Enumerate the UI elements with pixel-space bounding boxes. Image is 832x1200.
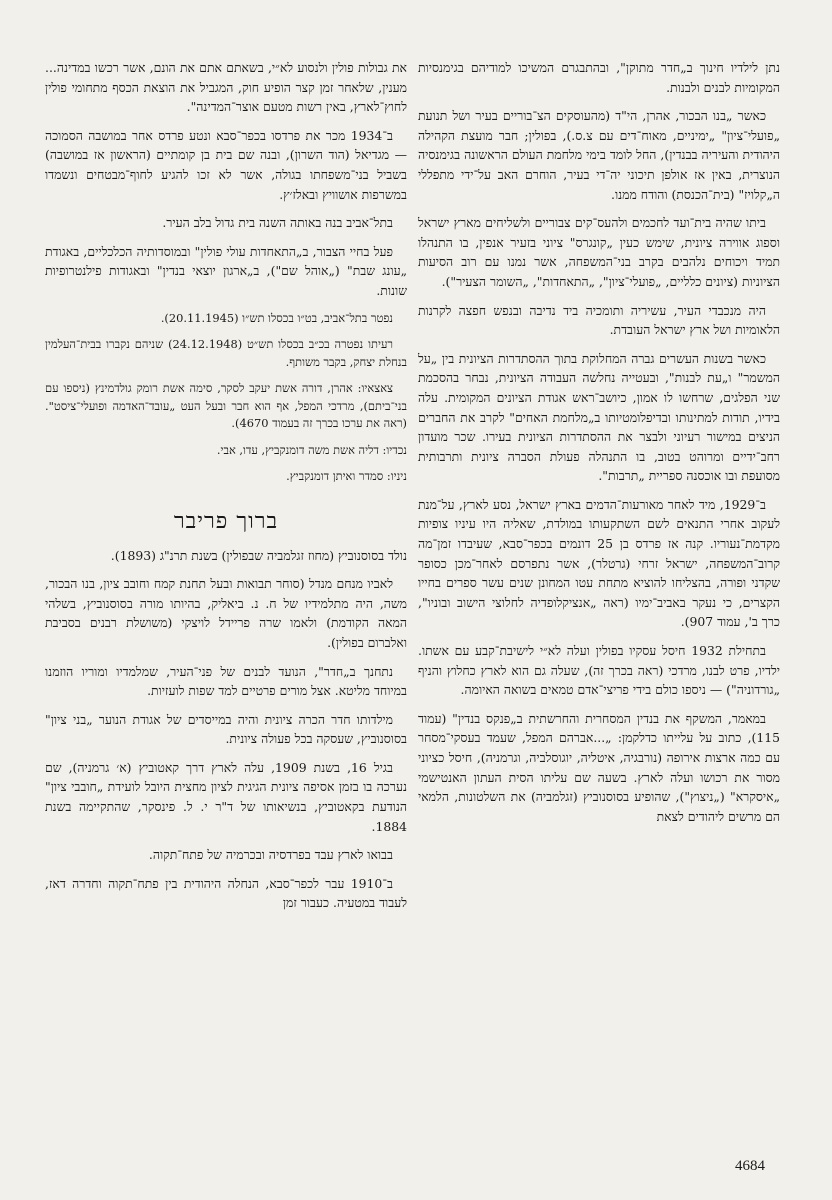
paragraph: בגיל 16, בשנת 1909, עלה לארץ דרך קאטוביץ (א׳ גרמניה), שם נערכה בו בזמן אסיפה ציונית הגיגית לציון מחצית היובל לועידת „חובבי ציון" הנודעת בקאטוביץ, בנשיאותו של ד"ר י. ל. פינסקר, שהתקיימה בשנת 1884. xyxy=(45,759,407,834)
paragraph: כאשר „בנו הבכור, אהרן, הי"ד (מהעוסקים הצ־בוריים בעיר ושל תנועת „פועלי־ציון" „ימיניים, מאוח־דים עם צ.ס.), בפולין; חבר מועצת הקהילה היהודית והעיריה בבנדין), החל לומד בימי מלחמת העולם הראשונה בגימנסיה הנוצרית, באין אז אולפן תיכוני יה־די בעיר, הוחרם האב על־ידי מתפללי ה„קלויז" (בית־הכנסת) והודח ממנו. xyxy=(418,108,780,202)
grandchildren: נכדיו: דליה אשת משה דומנקביץ, עדו, אבי. xyxy=(216,442,407,457)
paragraph: ב־1929, מיד לאחר מאורעות־הדמים בארץ ישראל, נסע לארץ, על־מנת לעקוב אחרי התנאים לשם השתקעותו במולדת, שאליה היו עיניו צופיות מקדמת־נעוריו. קנה אז פרדס בן 25 דונמים בכפר־סבא, שעיבדו זמן־מה קרוב־המשפחה, ישראל זרחי (גרטלר), אשר נתפרסם לאחר־מכן כסופר שקדני ופורה, בהצליחו להוציא מתחת עטו המחונן שנים עשר ספרים בחייו הקצרים, כי נעקר באביב־ימיו (ראה „אנציקלופדיה לחלוצי הישוב ובוניו", כרך ב', עמוד 907). xyxy=(418,496,781,630)
paragraph: מילדותו חדר הכרה ציונית והיה במייסדים של אגודת הנוער „בני ציון" בסוסנוביץ, שעסקה בכל פעולה ציונית. xyxy=(45,711,407,747)
paragraph: בבואו לארץ עבד בפרדסיה ובכרמיה של פתח־תקוה. xyxy=(148,847,393,863)
paragraph: פעל בחיי הצבור, ב„התאחדות עולי פולין" ובמוסדותיה הכלכליים, באגודת „עונג שבת" („אוהל שם"), ב„ארגון יוצאי בנדין" ובאגודות פילנטרופיות שונות. xyxy=(45,243,407,298)
great-grandchildren: ניניו: סמדר ואיתן דומנקביץ. xyxy=(286,469,407,484)
paragraph: בתחילת 1932 חיסל עסקיו בפולין ועלה לא״י לישיבת־קבע עם אשתו. ילדיו, פרט לבנו, מרדכי (ראה בכרך זה), שעלה גם הוא לארץ כחלוץ והניף „גורדוניה") — ניספו כולם בידי פריצי־אדם טמאים בשואה האיומה. xyxy=(418,643,780,698)
paragraph: ביתו שהיה בית־ועד לחכמים ולהעס־קים צבוריים ולשליחים מארץ ישראל וספוג אווירה ציונית, שימש כעין „קונגרס" ציוני בזעיר אנפין, בו התנהלו תמיד ויכוחים נלהבים בקרב בני־המשפחה, אשר נמנו עם רוב הסיעות הציוניות (ציונים כלליים, „פועלי־ציון", „התאחדות", „השומר הצעיר"). xyxy=(418,215,780,289)
paragraph: את גבולות פולין ולנסוע לא״י, בשאתם אתם את הונם, אשר רכשו במדינה... מענין, שלאחר זמן קצר הופיע חוק, המגביל את הוצאת הכסף מתחומי פולין לחוץ־לארץ, באין רשות מטעם אוצר־המדינה". xyxy=(45,60,407,115)
paragraph: ב־1934 מכר את פרדסו בכפר־סבא ונטע פרדס אחר במושבה הסמוכה — מגדיאל (הוד השרון), ובנה שם בית בן קומתיים (הראשון אז במושבה) בשביל בני־משפחתו בגולה, אשר לא זכו להגיע לחוף־מבטחים ונשמדו במשרפות אושוויץ ובאלז׳ץ. xyxy=(45,127,407,202)
burial-note: רעיתו נפטרה בכ״ב בכסלו תש״ט (24.12.1948) שניהם נקברו בבית־העלמין בנחלת יצחק, בקבר משותף. xyxy=(45,337,407,369)
paragraph: ב־1910 עבר לכפר־סבא, הנחלה היהודית בין פתח־תקוה וחדרה דאז, לעבוד במטעיה. כעבור זמן xyxy=(45,875,407,911)
page-number: 4684 xyxy=(735,1158,765,1174)
biography-title: ברוך פריבר xyxy=(173,508,279,534)
death-date: נפטר בתל־אביב, בט״ו בכסלו תש״ו (20.11.1945). xyxy=(160,310,393,325)
paragraph: בתל־אביב בנה באותה השנה בית גדול בלב העיר. xyxy=(162,215,393,231)
descendants: צאצאיו: אהרן, דורה אשת יעקב לסקר, סימה אשת רומק גולדמינץ (ניספו עם בני־ביתם), מרדכי המפל, אף הוא חבר ובעל העט „עובד־האדמה ופועלי־ציסט". (ראה את ערכו בכרך זה בעמוד 4670). xyxy=(45,381,407,431)
paragraph: נולד בסוסנוביץ (מחוז זגלמביה שבפולין) בשנת תרנ"ג (1893). xyxy=(110,547,407,563)
paragraph: לאביו מנחם מנדל (סוחר תבואות ובעל תחנת קמח וחובב ציון, בנו הבכור, משה, היה מתלמידיו של ח. נ. ביאליק, בהיותו מורה בסוסנוביץ, בשלהי המאה הקודמת) ולאמו שרה פריידל לויצקי (משושלת רבנים בסביבת ואלברום בפולין). xyxy=(45,576,407,650)
paragraph: נתחנך ב„חדר", הנועד לבנים של פני־העיר, שמלמדיו ומוריו הוזמנו במיוחד מליטא. אצל מורים פרטיים למד שפות לועזיות. xyxy=(45,663,407,699)
left-column xyxy=(45,58,407,922)
paragraph: היה מנכבדי העיר, עשיריה ותומכיה ביד נדיבה ובנפש חפצה לקרנות הלאומיות ושל ארץ ישראל העובדת. xyxy=(418,302,780,338)
right-column xyxy=(418,58,780,835)
paragraph: במאמר, המשקף את בנדין המסחרית והחרשתית ב„פנקס בנדין" (עמוד 115), כתוב על עלייתו כדלקמן: „...אברהם המפל, שעמד בעסקי־מסחר עם כמה ארצות אירופה (נורבגיה, איטליה, יוגוסלביה, וגרמניה), חיסל כציוני מסור את רכושו ועלה לארץ. בשעה שם עליתו הסית העתון האנטישמי „איסקרא" („ניצוץ"), שהופיע בסוסנוביץ (זגלמביה) את השלטונות, הלמאי הם מרשים ליהודים לצאת xyxy=(418,710,780,824)
paragraph: כאשר בשנות העשרים גברה המחלוקת בתוך ההסתדרות הציונית בין „על המשמר" ו„עת לבנות", ובעטייה נחלשה העבודה הציונית, נבחר בהסכמת שני הפלגים, שרחשו לו אמון, כיושב־ראש אגודת הציונים המקומית. עלה בידיו, תודות למתינותו ובדיפלומטיותו ב„מלחמת האחים" לקרב את החברים הניצים במישור רעיוני ולבצר את ההסתדרות הציונית בעירו. שכר מועדון רחב־ידיים ומרוהט בטוב, בו התנהלה פעולת הסברה ציונית ותרבותית מסועפת ובו אוכסנה ספריית „תרבות". xyxy=(418,350,780,484)
paragraph: נתן לילדיו חינוך ב„חדר מתוקן", ובהתבגרם המשיכו למודיהם בגימנסיות המקומיות לבנים ולבנות. xyxy=(418,60,780,95)
